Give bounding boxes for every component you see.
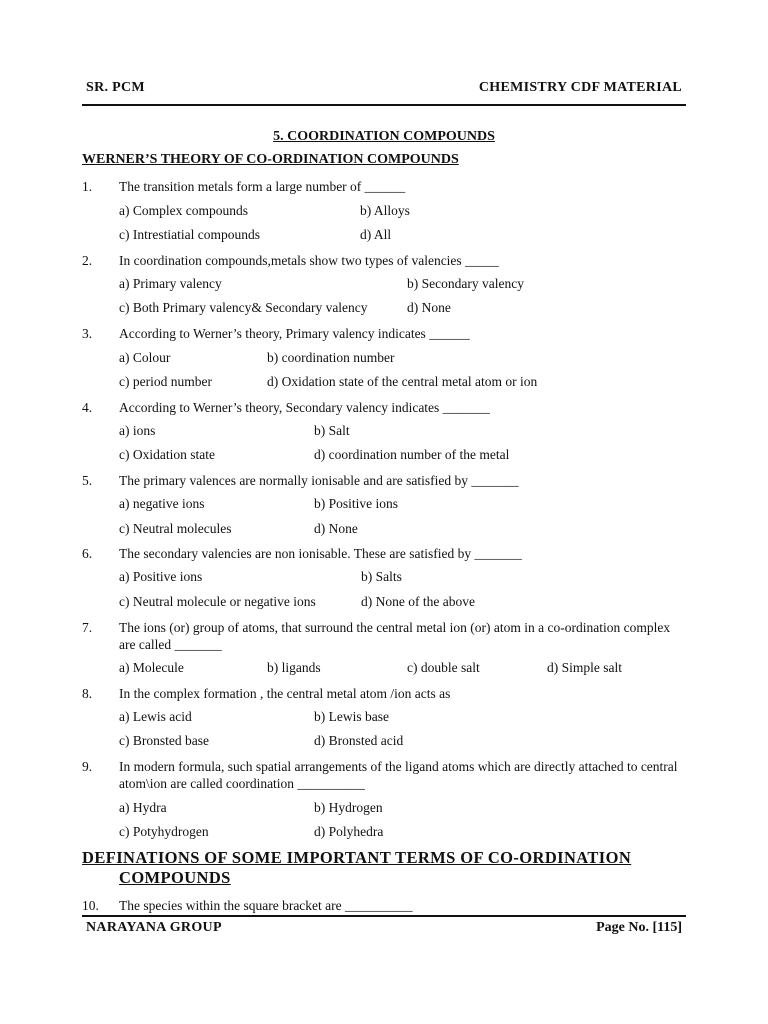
page-header (82, 80, 686, 102)
footer-publisher: NARAYANA GROUP (86, 920, 222, 935)
question-text: In modern formula, such spatial arrangements of the ligand atoms which are directly attached to central atom\ion are called coordination __________ (119, 759, 678, 791)
question-text: According to Werner’s theory, Primary valency indicates ______ (119, 326, 470, 341)
option-a: a) Complex compounds (119, 203, 248, 218)
option-c: c) Oxidation state (119, 447, 215, 462)
option-d: d) None (407, 300, 451, 315)
option-b: b) Salt (314, 423, 350, 438)
question-number: 9. (82, 759, 93, 774)
question-text: In the complex formation , the central metal atom /ion acts as (119, 686, 451, 701)
option-a: a) Positive ions (119, 569, 203, 584)
option-c: c) Intrestiatial compounds (119, 227, 260, 242)
question-number: 10. (82, 898, 99, 913)
option-c: c) Potyhydrogen (119, 824, 209, 839)
question-text: The species within the square bracket are __________ (119, 898, 413, 913)
option-a: a) Molecule (119, 660, 184, 675)
question-number: 2. (82, 253, 93, 268)
section-title-definitions (82, 848, 688, 888)
option-b: b) Lewis base (314, 709, 389, 724)
page-number: Page No. [115] (596, 920, 682, 935)
option-c: c) double salt (407, 660, 480, 675)
question-number: 3. (82, 326, 93, 341)
question-text: In coordination compounds,metals show two types of valencies _____ (119, 253, 499, 268)
question-number: 8. (82, 686, 93, 701)
question-text: According to Werner’s theory, Secondary valency indicates _______ (119, 400, 490, 415)
question-number: 6. (82, 546, 93, 561)
section-title-line-2: COMPOUNDS (119, 868, 231, 887)
question-text: The secondary valencies are non ionisable. These are satisfied by _______ (119, 546, 522, 561)
option-d: d) Bronsted acid (314, 733, 404, 748)
option-a: a) ions (119, 423, 156, 438)
option-a: a) Hydra (119, 800, 167, 815)
option-b: b) coordination number (267, 350, 395, 365)
question-number: 1. (82, 179, 93, 194)
option-a: a) negative ions (119, 496, 205, 511)
question-text: The ions (or) group of atoms, that surround the central metal ion (or) atom in a co-ordination complex are called _______ (119, 620, 671, 652)
option-b: b) Salts (361, 569, 402, 584)
option-d: d) Polyhedra (314, 824, 384, 839)
option-d: d) Simple salt (547, 660, 622, 675)
chapter-title: 5. COORDINATION COMPOUNDS (273, 129, 495, 144)
option-c: c) Neutral molecules (119, 521, 232, 536)
option-c: c) Neutral molecule or negative ions (119, 594, 316, 609)
header-material-label: CHEMISTRY CDF MATERIAL (478, 80, 682, 95)
option-b: b) Positive ions (314, 496, 399, 511)
section-title-werner: WERNER’S THEORY OF CO-ORDINATION COMPOUNDS (82, 152, 459, 167)
question-text: The transition metals form a large number of ______ (119, 179, 406, 194)
question-number: 4. (82, 400, 93, 415)
question-number: 5. (82, 473, 93, 488)
option-a: a) Lewis acid (119, 709, 192, 724)
option-d: d) coordination number of the metal (314, 447, 510, 462)
question-text: The primary valences are normally ionisable and are satisfied by _______ (119, 473, 519, 488)
option-b: b) Hydrogen (314, 800, 383, 815)
header-divider (82, 104, 686, 106)
option-d: d) None (314, 521, 358, 536)
option-b: b) Alloys (360, 203, 410, 218)
option-c: c) Bronsted base (119, 733, 209, 748)
option-b: b) Secondary valency (407, 276, 524, 291)
option-c: c) Both Primary valency& Secondary valency (119, 300, 368, 315)
option-b: b) ligands (267, 660, 321, 675)
footer-divider (82, 915, 686, 917)
option-d: d) All (360, 227, 392, 242)
option-d: d) None of the above (361, 594, 475, 609)
header-class-label: SR. PCM (86, 80, 145, 95)
section-title-line-1: DEFINATIONS OF SOME IMPORTANT TERMS OF CO-ORDINATION (82, 848, 632, 867)
question-number: 7. (82, 620, 93, 635)
option-a: a) Colour (119, 350, 171, 365)
option-d: d) Oxidation state of the central metal atom or ion (267, 374, 538, 389)
option-a: a) Primary valency (119, 276, 222, 291)
option-c: c) period number (119, 374, 212, 389)
